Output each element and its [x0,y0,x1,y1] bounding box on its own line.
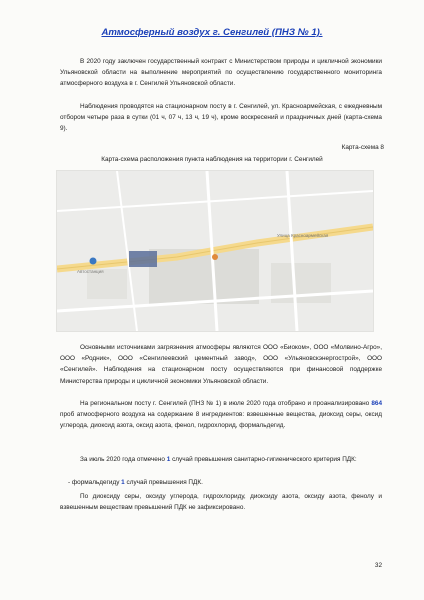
intro-paragraph-1: В 2020 году заключен государственный контракт с Министерством природы и цикличной экономики Ульяновской области на выполнение мероприятий по осуществлению государственного мониторинга атмосферного воздуха в г. Сенгилей Ульяновской области. [60,58,382,88]
road-label: Улица Красноармейская [277,233,329,238]
page-number: 32 [374,562,382,569]
analysis-text-pre: На региональном посту г. Сенгилей (ПНЗ № 1) в июле 2020 года отобрано и проанализировано [80,400,370,407]
exceed-item-post: случай превышения ПДК. [126,479,203,486]
intro-paragraph-2: Наблюдения проводятся на стационарном посту в г. Сенгилей, ул. Красноармейская, с ежедневным отбором четыре раза в сутки (01 ч, 07 ч, 13 ч, 19 ч), кроме воскресений и праздничных дней (карта-схема 9). [60,103,382,133]
analysis-paragraph [60,398,382,432]
analysis-text-post: проб атмосферного воздуха на содержание 8 ингредиентов: взвешенные вещества, диоксид серы, оксид углерода, диоксид азота, оксид азота, фенол, гидрохлорид, формальдегид. [60,411,382,430]
sources-paragraph: Основными источниками загрязнения атмосферы являются ООО «Биоком», ООО «Молвино-Агро», ООО «Родник», ООО «Сенгилеевский цементный завод», ООО «Ульяновскэнергострой», ООО «Сенгилей». Наблюдения на стационарном посту осуществляются при финансовой поддержке Министерства природы и цикличной экономики Ульяновской области. [60,344,382,385]
station-marker-icon [129,251,157,267]
sample-count: 864 [371,400,383,407]
poi-pin-icon [212,254,218,260]
exceed-paragraph [60,454,382,465]
no-exceed-paragraph: По диоксиду серы, оксиду углерода, гидрохлориду, диоксиду азота, оксиду азота, фенолу и взвешенным веществам превышений ПДК не зафиксировано. [60,493,382,512]
stop-label: Автостанция [77,269,104,274]
exceed-text-pre: За июль 2020 года отмечено [80,456,165,463]
map-graphic [57,171,373,331]
exceed-list-item [68,477,382,488]
page-title: Атмосферный воздух г. Сенгилей (ПНЗ № 1). [101,27,323,38]
exceed-text-post: случай превышения санитарно-гигиенического критерия ПДК: [172,456,357,463]
bus-stop-icon [90,258,97,265]
exceed-count: 1 [166,456,171,463]
map-number: Карта-схема 8 [341,144,384,151]
exceed-item-pre: - формальдегиду [68,479,120,486]
exceed-item-count: 1 [121,479,125,486]
location-map [56,170,374,332]
map-caption: Карта-схема расположения пункта наблюдения на территории г. Сенгилей [101,156,323,163]
